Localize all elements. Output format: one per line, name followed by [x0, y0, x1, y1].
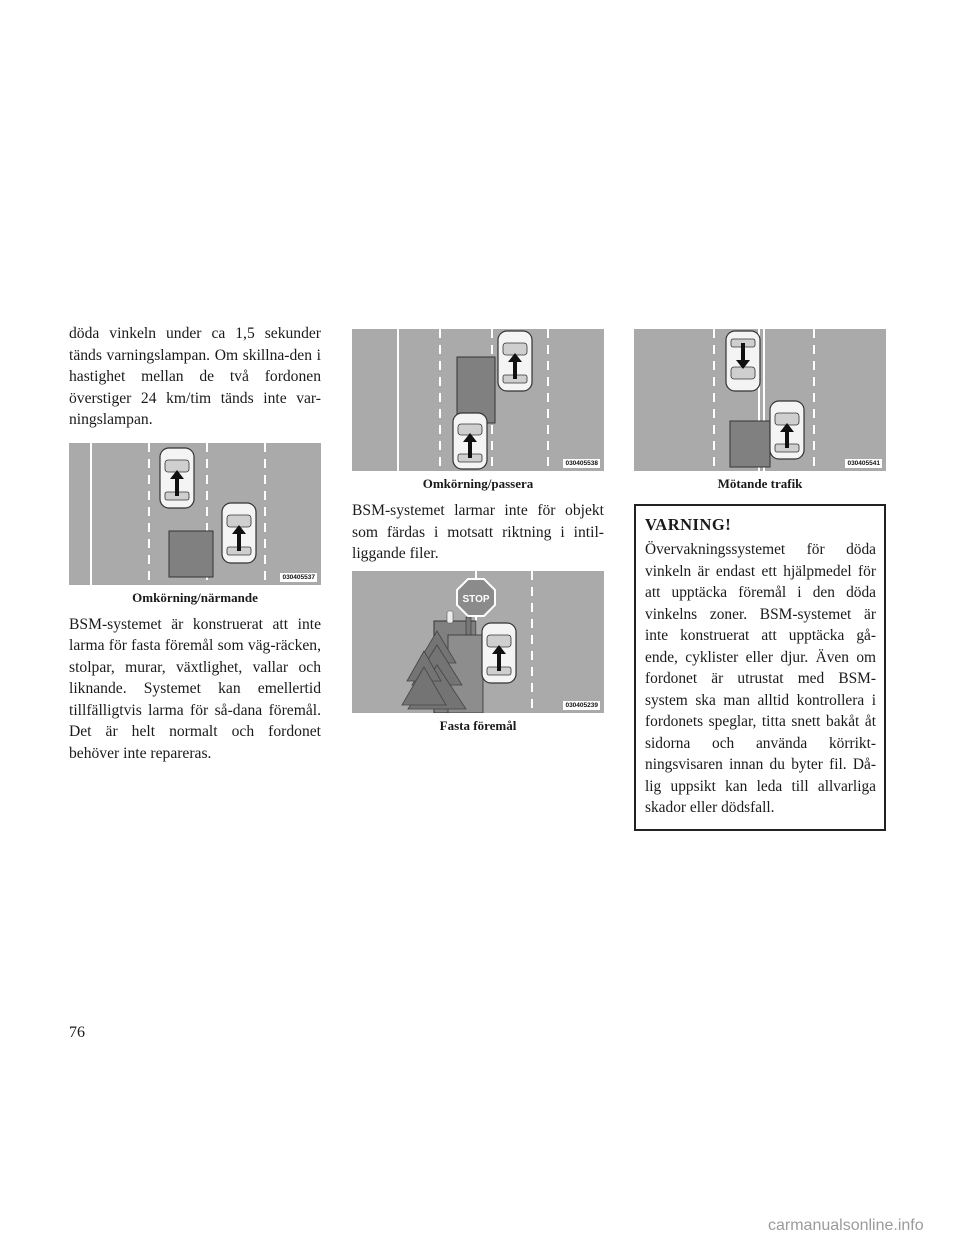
watermark: carmanualsonline.info [768, 1217, 924, 1234]
car-up-icon [222, 503, 256, 563]
warning-text: Övervakningssystemet för döda vinkeln är endast ett hjälpmedel för att upptäcka föremål i den döda vinkelns zoner. BSM-systemet är inte konstruerat att upptäcka gå-ende, cyklister eller djur. Även om fordonet är utrustat med BSM-system ska man alltid kontrollera i fordonets speglar, titta snett bakåt åt sidorna och använda körrikt-ningsvisaren innan du byter fil. Då-lig uppsikt kan leda till allvarliga skador eller dödsfall. [645, 541, 876, 816]
figure-caption: Omkörning/närmande [132, 589, 258, 605]
car-up-icon [482, 623, 516, 683]
body-paragraph: BSM-systemet är konstruerat att inte larma för fasta föremål som väg-räcken, stolpar, murar, växtlighet, vallar och liknande. Systemet kan emellertid tillfälligtvis larma för så-dana föremål. Det är helt normalt och fordonet behöver inte repareras. [69, 615, 321, 762]
page-number: 76 [69, 1024, 85, 1041]
figure-overtaking-approaching [69, 443, 321, 585]
column-3 [634, 329, 886, 831]
figure-fixed-objects [352, 571, 604, 713]
figure-caption: Mötande trafik [717, 476, 803, 491]
car-up-icon [770, 401, 804, 459]
warning-box [634, 504, 886, 831]
stop-sign-text: STOP [462, 593, 490, 605]
figure-code: 030405538 [565, 460, 598, 467]
column-1 [69, 323, 321, 764]
car-up-icon [498, 331, 532, 391]
figure-overtaking-passing [352, 329, 604, 471]
road-diagram [69, 443, 321, 585]
car-up-icon [160, 448, 194, 508]
warning-title: VARNING! [645, 515, 732, 534]
road-diagram [352, 571, 604, 713]
body-paragraph: BSM-systemet larmar inte för objekt som färdas i motsatt riktning i intil-liggande filer. [352, 502, 604, 562]
figure-code: 030405541 [847, 460, 880, 467]
figure-oncoming-traffic [634, 329, 886, 471]
road-diagram [352, 329, 604, 471]
figure-caption: Fasta föremål [439, 717, 517, 733]
figure-code: 030405239 [565, 701, 598, 709]
column-2 [352, 329, 604, 734]
stop-sign-icon [457, 579, 495, 616]
figure-caption: Omkörning/passera [422, 476, 534, 491]
car-down-icon [726, 331, 760, 391]
intro-paragraph: döda vinkeln under ca 1,5 sekunder tänds varningslampan. Om skillna-den i hastighet mellan de två fordonen överstiger 24 km/tim tänds inte var-ningslampan. [69, 325, 321, 428]
figure-code: 030405537 [282, 573, 315, 581]
car-up-icon [453, 413, 487, 469]
road-diagram [634, 329, 886, 471]
